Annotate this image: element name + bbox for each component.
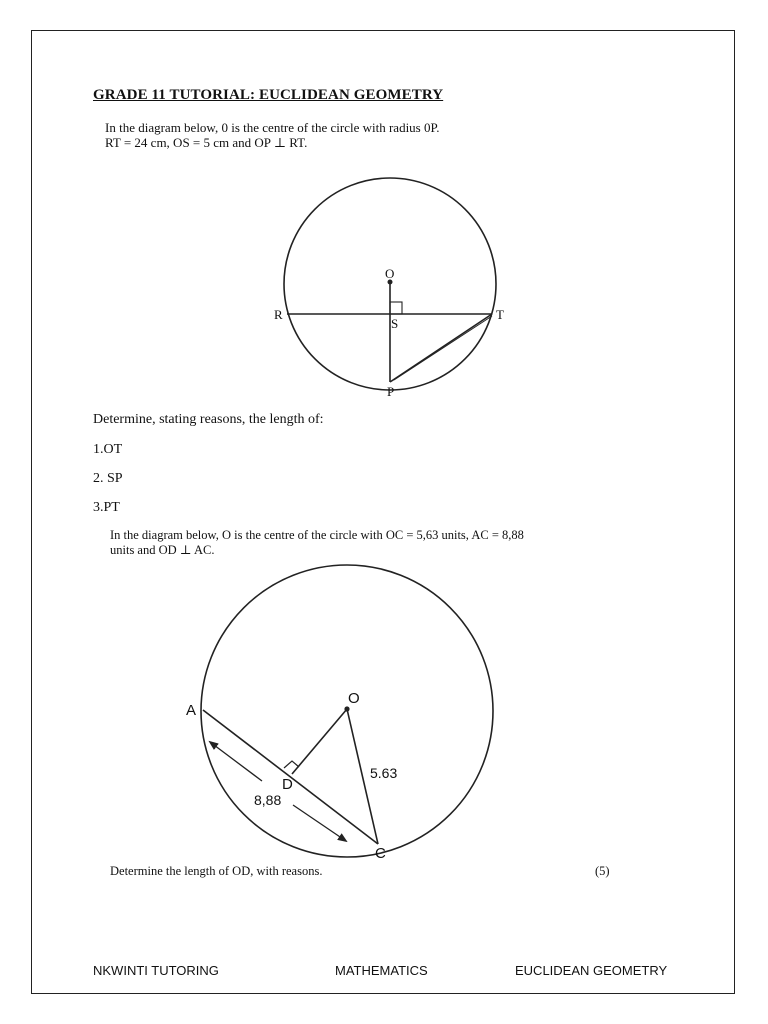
problem2-question: Determine the length of OD, with reasons. [110,864,323,878]
page-title: GRADE 11 TUTORIAL: EUCLIDEAN GEOMETRY [93,87,444,103]
segment-od [292,709,347,774]
footer-center: MATHEMATICS [335,963,428,978]
problem1-instruction: Determine, stating reasons, the length of: [93,412,324,427]
segment-pt-inner [394,316,492,380]
label-d: D [282,776,293,793]
circle-diagram-2 [0,560,768,870]
label-c: C [375,845,386,862]
label-s: S [391,316,399,331]
question-2: 2. SP [93,471,123,486]
label-t: T [496,307,504,322]
footer-right: EUCLIDEAN GEOMETRY [515,963,668,978]
problem2-intro-line1: In the diagram below, O is the centre of the circle with OC = 5,63 units, AC = 8,88 [110,528,524,542]
arrow-ac-down [293,805,346,841]
problem1-intro-line2: RT = 24 cm, OS = 5 cm and OP ⊥ RT. [105,135,308,150]
label-ac-length: 8,88 [254,792,282,808]
label-r: R [274,307,283,322]
problem1-intro-line1: In the diagram below, 0 is the centre of the circle with radius 0P. [105,120,440,135]
problem2-intro-line2: units and OD ⊥ AC. [110,543,215,557]
label-o2: O [348,690,360,707]
segment-pt [390,314,492,382]
footer-left: NKWINTI TUTORING [93,963,219,978]
question-3: 3.PT [93,500,120,515]
right-angle-mark [390,302,402,314]
question-1: 1.OT [93,442,123,457]
label-p: P [387,384,395,399]
centre-point-o2 [344,706,349,711]
problem2-marks: (5) [595,864,610,878]
circle-diagram-1 [0,0,768,420]
label-oc-length: 5.63 [370,765,398,781]
right-angle-mark-d [284,761,299,768]
arrow-ac-up [210,742,262,781]
label-o: O [385,266,395,281]
label-a: A [186,702,197,719]
